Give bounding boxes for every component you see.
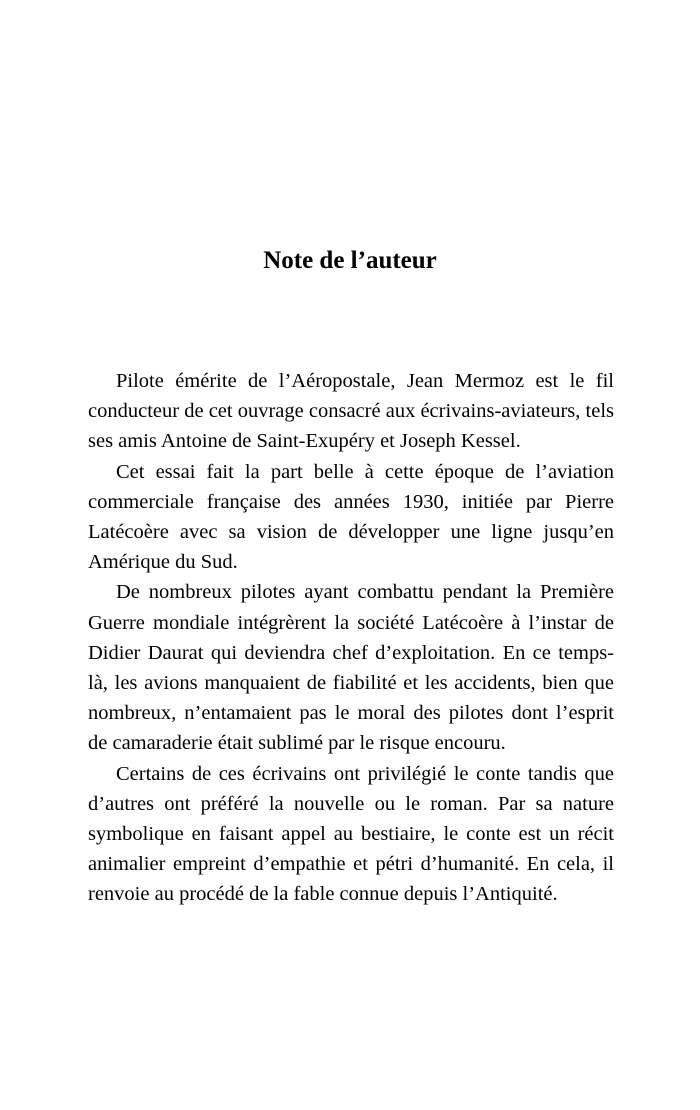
page-title: Note de l’auteur xyxy=(263,247,437,274)
paragraph-1: Pilote émérite de l’Aéropostale, Jean Mermoz est le fil conducteur de cet ouvrage consacré aux écrivains-aviateurs, tels ses amis Antoine de Saint-Exupéry et Joseph Kessel. xyxy=(88,370,614,453)
body-text xyxy=(88,366,614,910)
paragraph-3: De nombreux pilotes ayant combattu pendant la Première Guerre mondiale intégrèrent la société Latécoère à l’instar de Didier Daurat qui deviendra chef d’exploitation. En ce temps-là, les avions manquaient de fiabilité et les accidents, bien que nombreux, n’entamaient pas le moral des pilotes dont l’esprit de camaraderie était sublimé par le risque encouru. xyxy=(88,581,614,755)
paragraph-2: Cet essai fait la part belle à cette époque de l’aviation commerciale française des années 1930, initiée par Pierre Latécoère avec sa vision de développer une ligne jusqu’en Amérique du Sud. xyxy=(88,460,614,574)
paragraph-4: Certains de ces écrivains ont privilégié le conte tandis que d’autres ont préféré la nouvelle ou le roman. Par sa nature symbolique en faisant appel au bestiaire, le conte est un récit animalier empreint d’empathie et pétri d’humanité. En cela, il renvoie au procédé de la fable connue depuis l’Antiquité. xyxy=(88,762,614,906)
